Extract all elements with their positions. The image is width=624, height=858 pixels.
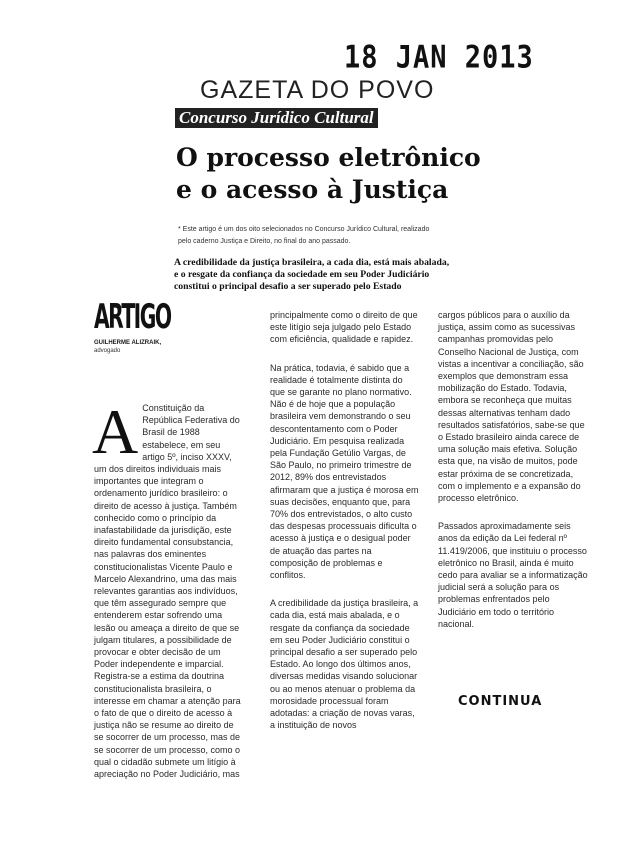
article-lead: A credibilidade da justiça brasileira, a cada dia, está mais abalada, e o resgate da confiança da sociedade em seu Poder Judiciário constitui o principal desafio a ser superado pelo Estado: [174, 257, 450, 292]
column-1-paragraph-2: Registra-se a estima da doutrina constitucionalista brasileira, o interesse em chamar a atenção para o fato de que o direito de acesso à justiça não se resume ao direito de se socorrer de um processo, mas de se socorrer de um processo, como o qual o cidadão submete um litígio à apreciação no Poder Judiciário, mas: [94, 671, 241, 780]
article-column-2: [270, 309, 420, 732]
article-footnote: * Este artigo é um dos oito selecionados no Concurso Jurídico Cultural, realizado pelo caderno Justiça e Direito, no final do ano passado.: [178, 226, 430, 245]
column-1-paragraph-1: Constituição da República Federativa do Brasil de 1988 estabelece, em seu artigo 5º, inciso XXXV, um dos direitos individuais mais importantes que integram o ordenamento jurídico brasileiro: o direito de acesso à justiça. Também conhecido como o princípio da inafastabilidade da jurisdição, este direito fundamental consubstancia, nas palavras dos eminentes constitucionalistas Vicente Paulo e Marcelo Alexandrino, uma das mais relevantes garantias aos indivíduos, que têm assegurado sempre que entenderem estar sofrendo uma lesão ou ameaça a direito de que se julgam titulares, a possibilidade de provocar e obter decisão de um Poder independente e imparcial.: [94, 403, 240, 670]
article-title: [176, 142, 481, 206]
drop-cap: A: [92, 396, 139, 467]
article-column-3: [438, 309, 590, 630]
article-title-line-1: O processo eletrônico: [176, 143, 481, 172]
section-label: ARTIGO: [94, 298, 171, 337]
column-3-paragraph-1: cargos públicos para o auxílio da justiça, assim como as sucessivas campanhas promovidas pelo Conselho Nacional de Justiça, com vistas a incentivar a conciliação, são exemplos que demonstram essa mobilização do Estado. Todavia, embora se reconheça que muitas dessas alternativas tenham dado resultados satisfatórios, sabe-se que o Estado brasileiro ainda carece de uma solução mais efetiva. Solução esta que, na visão de muitos, pode estar próxima de se concretizada, com o implemento e a expansão do processo eletrônico.: [438, 310, 585, 504]
section-banner: Concurso Jurídico Cultural: [175, 108, 378, 128]
date-stamp: 18 JAN 2013: [344, 40, 534, 76]
continue-label: CONTINUA: [458, 694, 543, 709]
author-name: GUILHERME ALIZRAIK,: [94, 340, 162, 346]
article-column-1: [92, 396, 244, 780]
column-2-paragraph-2: Na prática, todavia, é sabido que a realidade é totalmente distinta do que se garante no plano normativo. Não é de hoje que a população brasileira vem demonstrando o seu descontentamento com o Poder Judiciário. Em pesquisa realizada pela Fundação Getúlio Vargas, de São Paulo, no primeiro trimestre de 2012, 89% dos entrevistados afirmaram que a justiça é morosa em suas decisões, enquanto que, para 70% dos entrevistados, o alto custo das despesas processuais dificulta o acesso à justiça e o desigual poder de atuação das partes na composição de problemas e conflitos.: [270, 362, 419, 581]
column-3-paragraph-2: Passados aproximadamente seis anos da edição da Lei federal nº 11.419/2006, que instituiu o processo eletrônico no Brasil, ainda é muito cedo para avaliar se a informatização judicial será a solução para os problemas enfrentados pelo Judiciário em todo o território nacional.: [438, 521, 588, 629]
article-title-line-2: e o acesso à Justiça: [176, 175, 449, 204]
author-role: advogado: [94, 348, 121, 354]
column-2-paragraph-3: A credibilidade da justiça brasileira, a cada dia, está mais abalada, e o resgate da confiança da sociedade em seu Poder Judiciário constitui o principal desafio a ser superado pelo Estado. Ao longo dos últimos anos, diversas medidas visando solucionar ou ao menos atenuar o problema da morosidade processual foram adotadas: a criação de novas varas, a instituição de novos: [270, 598, 419, 731]
newspaper-name: GAZETA DO POVO: [200, 76, 435, 104]
column-2-paragraph-1: principalmente como o direito de que este litígio seja julgado pelo Estado com eficiência, qualidade e rapidez.: [270, 310, 418, 345]
